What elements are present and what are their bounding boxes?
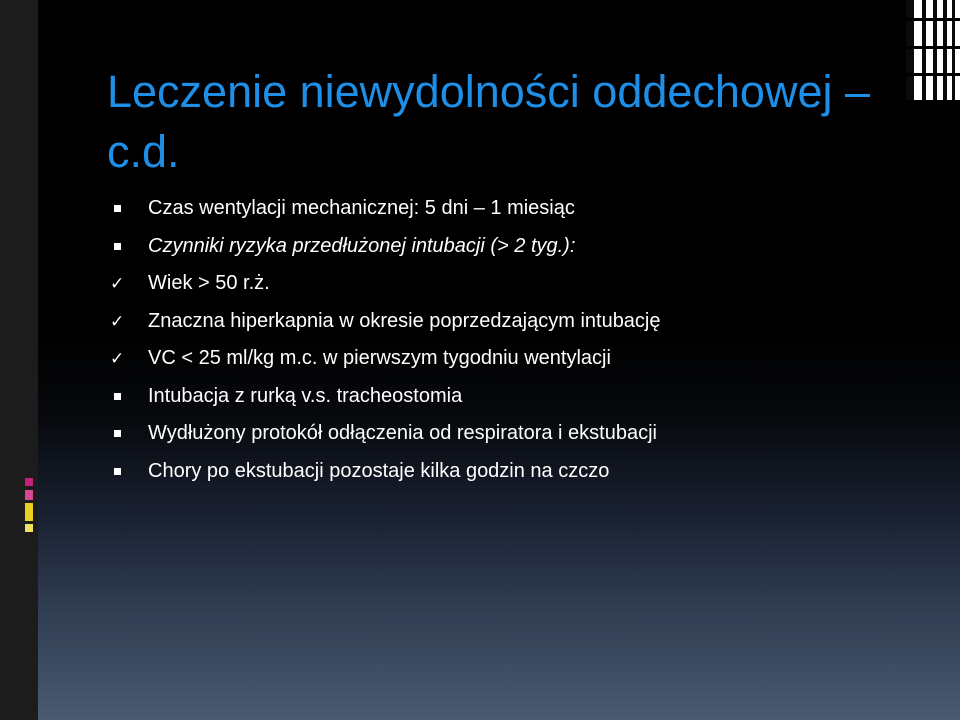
- check-icon: ✓: [110, 274, 125, 293]
- bullet-item-vital-capacity: [108, 340, 908, 378]
- bullet-item-age: [108, 265, 908, 303]
- bullet-item-risk-factors: [108, 228, 908, 266]
- bullet-text: Wydłużony protokół odłączenia od respiratora i ekstubacji: [148, 422, 657, 444]
- check-icon: ✓: [110, 311, 125, 331]
- bullet-text: Czas wentylacji mechanicznej: 5 dni – 1 miesiąc: [148, 197, 575, 219]
- bullet-item-ventilation-time: [108, 190, 908, 228]
- bullet-item-weaning-protocol: [108, 415, 908, 453]
- check-icon: ✓: [110, 349, 125, 368]
- bullet-list: [108, 190, 908, 490]
- square-bullet-icon: [110, 228, 130, 266]
- bullet-text: Znaczna hiperkapnia w okresie poprzedzającym intubację: [148, 309, 661, 332]
- square-bullet-icon: [110, 378, 130, 416]
- square-bullet-icon: [110, 190, 130, 228]
- square-bullet-icon: [110, 415, 130, 453]
- bullet-item-fasting: [108, 453, 908, 491]
- bullet-text: VC < 25 ml/kg m.c. w pierwszym tygodniu wentylacji: [148, 347, 611, 369]
- bullet-text: Czynniki ryzyka przedłużonej intubacji (> 2 tyg.):: [148, 234, 576, 257]
- bullet-item-intubation-vs-tracheostomy: [108, 378, 908, 416]
- bullet-text: Wiek > 50 r.ż.: [148, 272, 270, 294]
- bullet-text: Chory po ekstubacji pozostaje kilka godzin na czczo: [148, 459, 610, 482]
- bullet-text: Intubacja z rurką v.s. tracheostomia: [148, 384, 463, 407]
- square-bullet-icon: [110, 453, 130, 491]
- bullet-item-hypercapnia: [108, 303, 908, 341]
- left-sidebar-strip: [0, 0, 38, 720]
- slide-title: Leczenie niewydolności oddechowej – c.d.: [107, 66, 871, 177]
